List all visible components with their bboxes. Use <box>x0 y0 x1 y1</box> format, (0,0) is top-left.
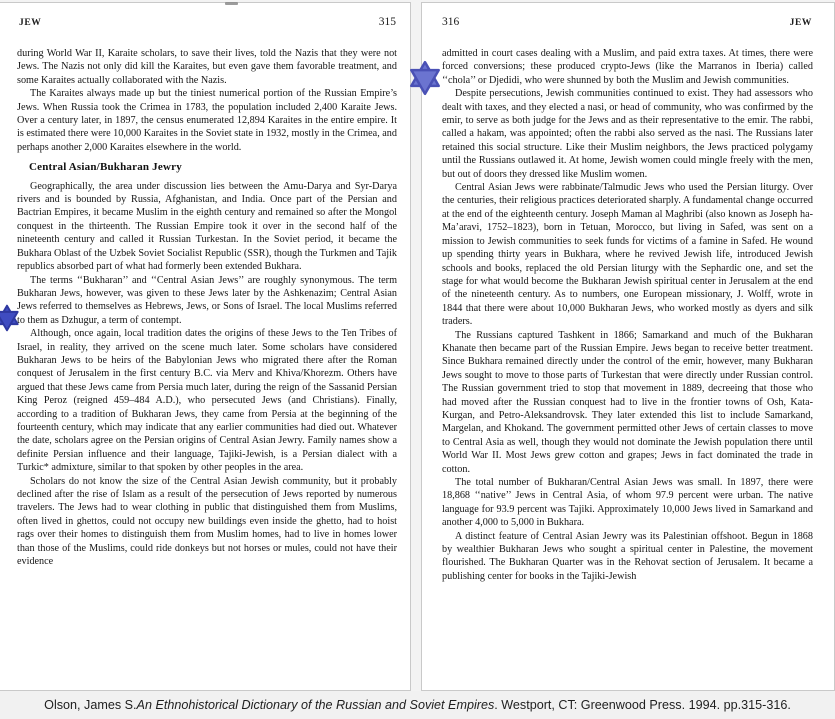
star-of-david-icon <box>0 304 21 332</box>
citation-caption <box>0 691 835 719</box>
paragraph: A distinct feature of Central Asian Jewry was its Palestinian offshoot. Begun in 1868 by wealthier Bukharan Jews who sought a spiritual center in Palestine, the movement flourished. The Bukharan Quarter was in the Rehovat section of Jerusalem. It became a publishing center for books in the Tajiki-Jewish <box>442 530 813 582</box>
page-number: 315 <box>378 16 396 28</box>
paragraph: Despite persecutions, Jewish communities continued to exist. They had assessors who dealt with taxes, and they elected a nasi, or head of community, who was confirmed by the emir, to serve as both judge for the Jews and as their representative to the emir. The rabbi, called a hakam, was appointed; often the rabbi also served as the nasi. The Russians later retained this social structure. Like their Muslim neighbors, the Jews practiced polygamy until the Russians outlawed it. At home, Jewish women could mingle freely with the men, but out of doors they dressed like Muslim women. <box>442 88 813 180</box>
running-head-entry: JEW <box>19 18 42 28</box>
page-body <box>17 47 397 568</box>
citation-author: Olson, James S. <box>44 698 137 712</box>
paragraph: during World War II, Karaite scholars, to save their lives, told the Nazis that they were not Jews. The Nazis not only did kill the Karaites, but even gave them favorable treatment, and some Karaites actually collaborated with the Nazis. <box>17 48 397 86</box>
running-head-entry: JEW <box>789 18 812 28</box>
page-number: 316 <box>442 16 460 28</box>
section-heading: Central Asian/Bukharan Jewry <box>29 161 182 174</box>
paragraph: The terms ‘‘Bukharan’’ and ‘‘Central Asian Jews’’ are roughly synonymous. The term Bukharan Jews, however, was given to these Jews later by the Ashkenazim; Central Asian Jews referred to themselves as Hebrews, Jews, or Sons of Israel. The local Muslims referred to them as Dzhugur, a term of contempt. <box>17 274 397 326</box>
paragraph: Although, once again, local tradition dates the origins of these Jews to the Ten Tribes of Israel, in reality, they arrived on the scene much later. Some scholars have considered Bukharan Jews to be heirs of the Babylonian Jews who migrated there after the Roman conquest of Jerusalem in the first century B.C. via Merv and Khiva/Khorezm. Others have argued that these Jews came from Persia much later, during the reign of the Sassanid Persian King Peroz (reigned 459–484 A.D.), who persecuted Jews (and Christians). Finally, according to a tradition of Bukharan Jews, they came from Persia at the beginning of the fourteenth century, which may indicate that any earlier communities had died out. Whatever the date, scholars agree on the Persian origins of Central Asian Jewry. Family names show a definite Persian influence and their language, Tajiki-Jewish, is a Persian dialect with a Turkic* admixture, similar to that spoken by other peoples in the area. <box>17 328 397 474</box>
scan-artifact-mark <box>225 2 238 5</box>
paragraph: Geographically, the area under discussion lies between the Amu-Darya and Syr-Darya rivers and is bounded by Russia, Afghanistan, and India. Once part of the Persian and Bactrian Empires, it became Muslim in the eighth century and remained so after the Mongol conquest in the thirteenth. The Russian Empire took it over in the second half of the nineteenth century and called it Russian Turkestan. In the Soviet period, it became the Bukhara Oblast of the Uzbek Soviet Socialist Republic (SSR), though the Turkmen and Tajik republics absorbed part of what had formerly been extended Bukhara. <box>17 180 397 273</box>
paragraph: The Karaites always made up but the tiniest numerical portion of the Russian Empire’s Jews. When Russia took the Crimea in 1783, the population included 2,400 Karaite Jews. Over a century later, in 1897, the census enumerated 12,894 Karaites in the entire empire. It is estimated there were 10,000 Karaites in the Soviet state in 1932, mostly in the Crimea, and perhaps another 2,000 Karaites elsewhere in the world. <box>17 88 397 153</box>
citation-publisher: . Westport, CT: Greenwood Press. 1994. pp.315-316. <box>494 698 791 712</box>
running-head-row <box>19 16 396 28</box>
paragraph: Central Asian Jews were rabbinate/Talmudic Jews who used the Persian liturgy. Over the centuries, their religious practices deteriorated sharply. A fundamental change occurred at the end of the eighteenth century. Joseph Maman al Maghribi (also known as Joseph ha-Ma’aravi, 1752–1823), born in Tetuan, Morocco, but living in Safed, was sent on a mission to Jewish communities to seek funds for victims of a famine in Safed. He wound up spending thirty years in Bukhara, where he revived Jewish life, introduced Jewish schools and books, replaced the old Persian liturgy with the Sephardic one, and set the stage for what would become the Bukharan Jewish spiritual center in Jerusalem at the end of the nineteenth century. As to numbers, one European missionary, J. Wolff, wrote in 1844 that there were about 10,000 Bukharan Jews, who worked mostly as dyers and silk traders. <box>442 182 813 328</box>
running-head-row <box>442 16 812 28</box>
book-page-316 <box>421 2 835 691</box>
page-body <box>442 47 813 583</box>
paragraph: admitted in court cases dealing with a Muslim, and paid extra taxes. At times, there were forced conversions; these produced crypto-Jews (like the Marranos in Iberia) called ‘‘chola’’ or Djedidi, who were shunned by both the Muslim and Jewish communities. <box>442 48 813 86</box>
paragraph: The Russians captured Tashkent in 1866; Samarkand and much of the Bukharan Khanate then became part of the Russian Empire. Jews began to receive better treatment. Since Bukhara remained directly under the control of the emir, however, many Bukharan Jews sought to move to those parts of Turkestan that were directly under Russian control. The Russian government tried to stop that movement in 1889, decreeing that those who had moved after the Russian conquest had to live in the frontier towns of Osh, Kata-Kurgan, and Petro-Aleksandrovsk. They later extended this list to include Samarkand, Margelan, and Khokand. The government permitted other Jews of certain classes to move to Central Asia as well, though they would not dominate the Jewish population there until World War II. Most Jews grew cotton and grapes; Jews in fact dominated the trade in cotton. <box>442 329 813 475</box>
paragraph: Scholars do not know the size of the Central Asian Jewish community, but it probably declined after the rise of Islam as a result of the persecution of Jews reported by numerous travelers. The Jews had to wear clothing in public that distinguished them from Muslims, often lived in ghettos, could not occupy new buildings even inside the ghetto, had to hoist rags over their homes to distinguish them from Muslim homes, had to live in homes lower than those of the Muslims, could ride donkeys but not horses or mules, could not have their evidence <box>17 475 397 568</box>
citation-title: An Ethnohistorical Dictionary of the Russian and Soviet Empires <box>136 698 495 712</box>
star-of-david-icon <box>407 60 443 96</box>
paragraph: The total number of Bukharan/Central Asian Jews was small. In 1897, there were 18,868 ‘‘native’’ Jews in Central Asia, of whom 97.9 percent were urban. The native language for 93.9 percent was Tajiki. Approximately 10,000 Jews lived in Samarkand and another 4,000 to 5,000 in Bukhara. <box>442 477 813 529</box>
book-page-315 <box>0 2 411 691</box>
